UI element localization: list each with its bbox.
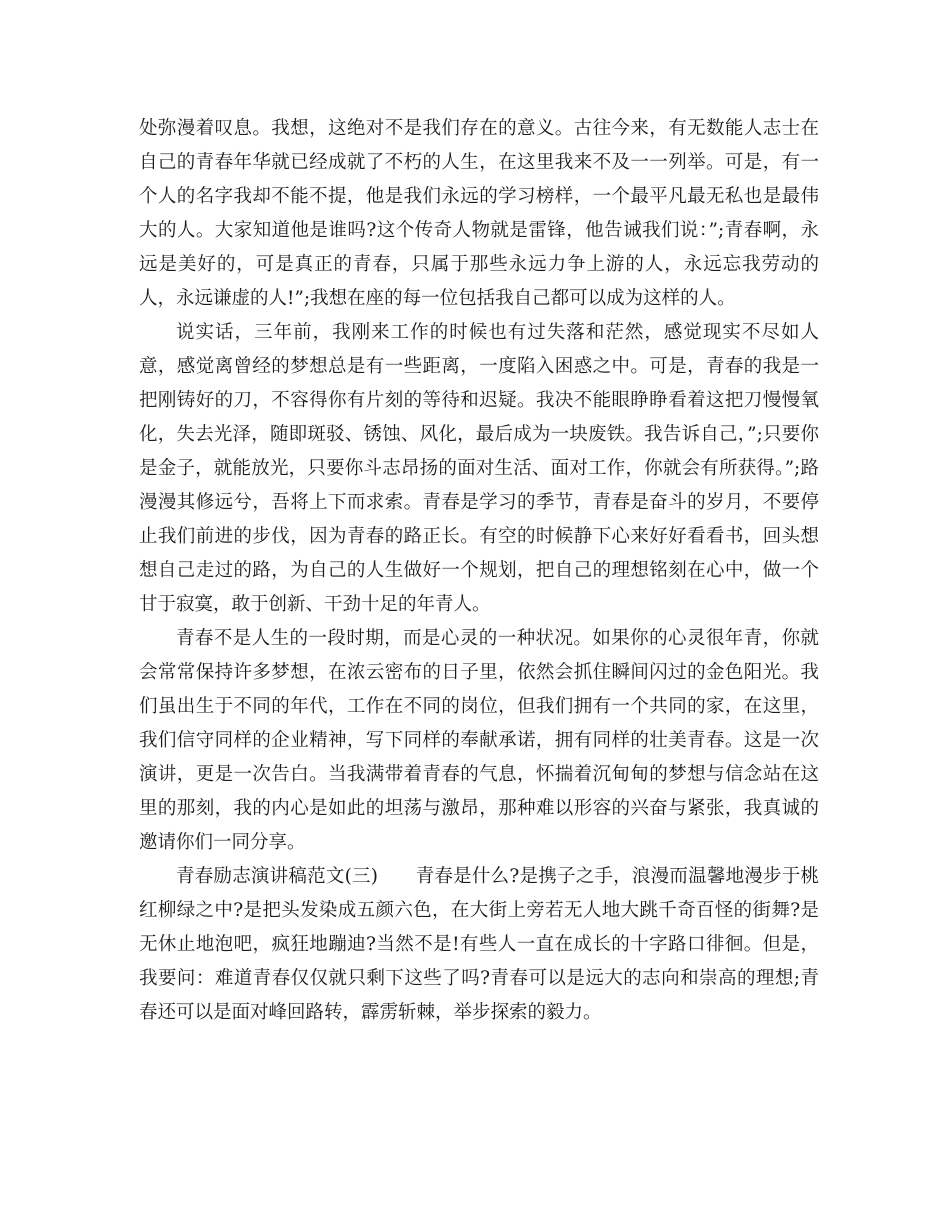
- document-body: [139, 112, 819, 1030]
- paragraph-continued: 处弥漫着叹息。我想，这绝对不是我们存在的意义。古往今来，有无数能人志士在自己的青春年华就已经成就了不朽的人生，在这里我来不及一一列举。可是，有一个人的名字我却不能不提，他是我们永远的学习榜样，一个最平凡最无私也是最伟大的人。大家知道他是谁吗?这个传奇人物就是雷锋，他告诫我们说：”;青春啊，永远是美好的，可是真正的青春，只属于那些永远力争上游的人，永远忘我劳动的人，永远谦虚的人!”;我想在座的每一位包括我自己都可以成为这样的人。: [139, 118, 819, 309]
- paragraph: 青春不是人生的一段时期，而是心灵的一种状况。如果你的心灵很年青，你就会常常保持许多梦想，在浓云密布的日子里，依然会抓住瞬间闪过的金色阳光。我们虽出生于不同的年代，工作在不同的岗位，但我们拥有一个共同的家，在这里，我们信守同样的企业精神，写下同样的奉献承诺，拥有同样的壮美青春。这是一次演讲，更是一次告白。当我满带着青春的气息，怀揣着沉甸甸的梦想与信念站在这里的那刻，我的内心是如此的坦荡与激昂，那种难以形容的兴奋与紧张，我真诚的邀请你们一同分享。: [139, 628, 819, 853]
- paragraph: 青春励志演讲稿范文(三) 青春是什么?是携子之手，浪漫而温馨地漫步于桃红柳绿之中?是把头发染成五颜六色，在大街上旁若无人地大跳千奇百怪的街舞?是无休止地泡吧，疯狂地蹦迪?当然不是!有些人一直在成长的十字路口徘徊。但是，我要问：难道青春仅仅就只剩下这些了吗?青春可以是远大的志向和崇高的理想;青春还可以是面对峰回路转，霹雳斩棘，举步探索的毅力。: [139, 866, 819, 1023]
- paragraph: 说实话，三年前，我刚来工作的时候也有过失落和茫然，感觉现实不尽如人意，感觉离曾经的梦想总是有一些距离，一度陷入困惑之中。可是，青春的我是一把刚铸好的刀，不容得你有片刻的等待和迟疑。我决不能眼睁睁看着这把刀慢慢氧化，失去光泽，随即斑驳、锈蚀、风化，最后成为一块废铁。我告诉自己，”;只要你是金子，就能放光，只要你斗志昂扬的面对生活、面对工作，你就会有所获得。”;路漫漫其修远兮，吾将上下而求索。青春是学习的季节，青春是奋斗的岁月，不要停止我们前进的步伐，因为青春的路正长。有空的时候静下心来好好看看书，回头想想自己走过的路，为自己的人生做好一个规划，把自己的理想铭刻在心中，做一个甘于寂寞，敢于创新、干劲十足的年青人。: [139, 322, 819, 615]
